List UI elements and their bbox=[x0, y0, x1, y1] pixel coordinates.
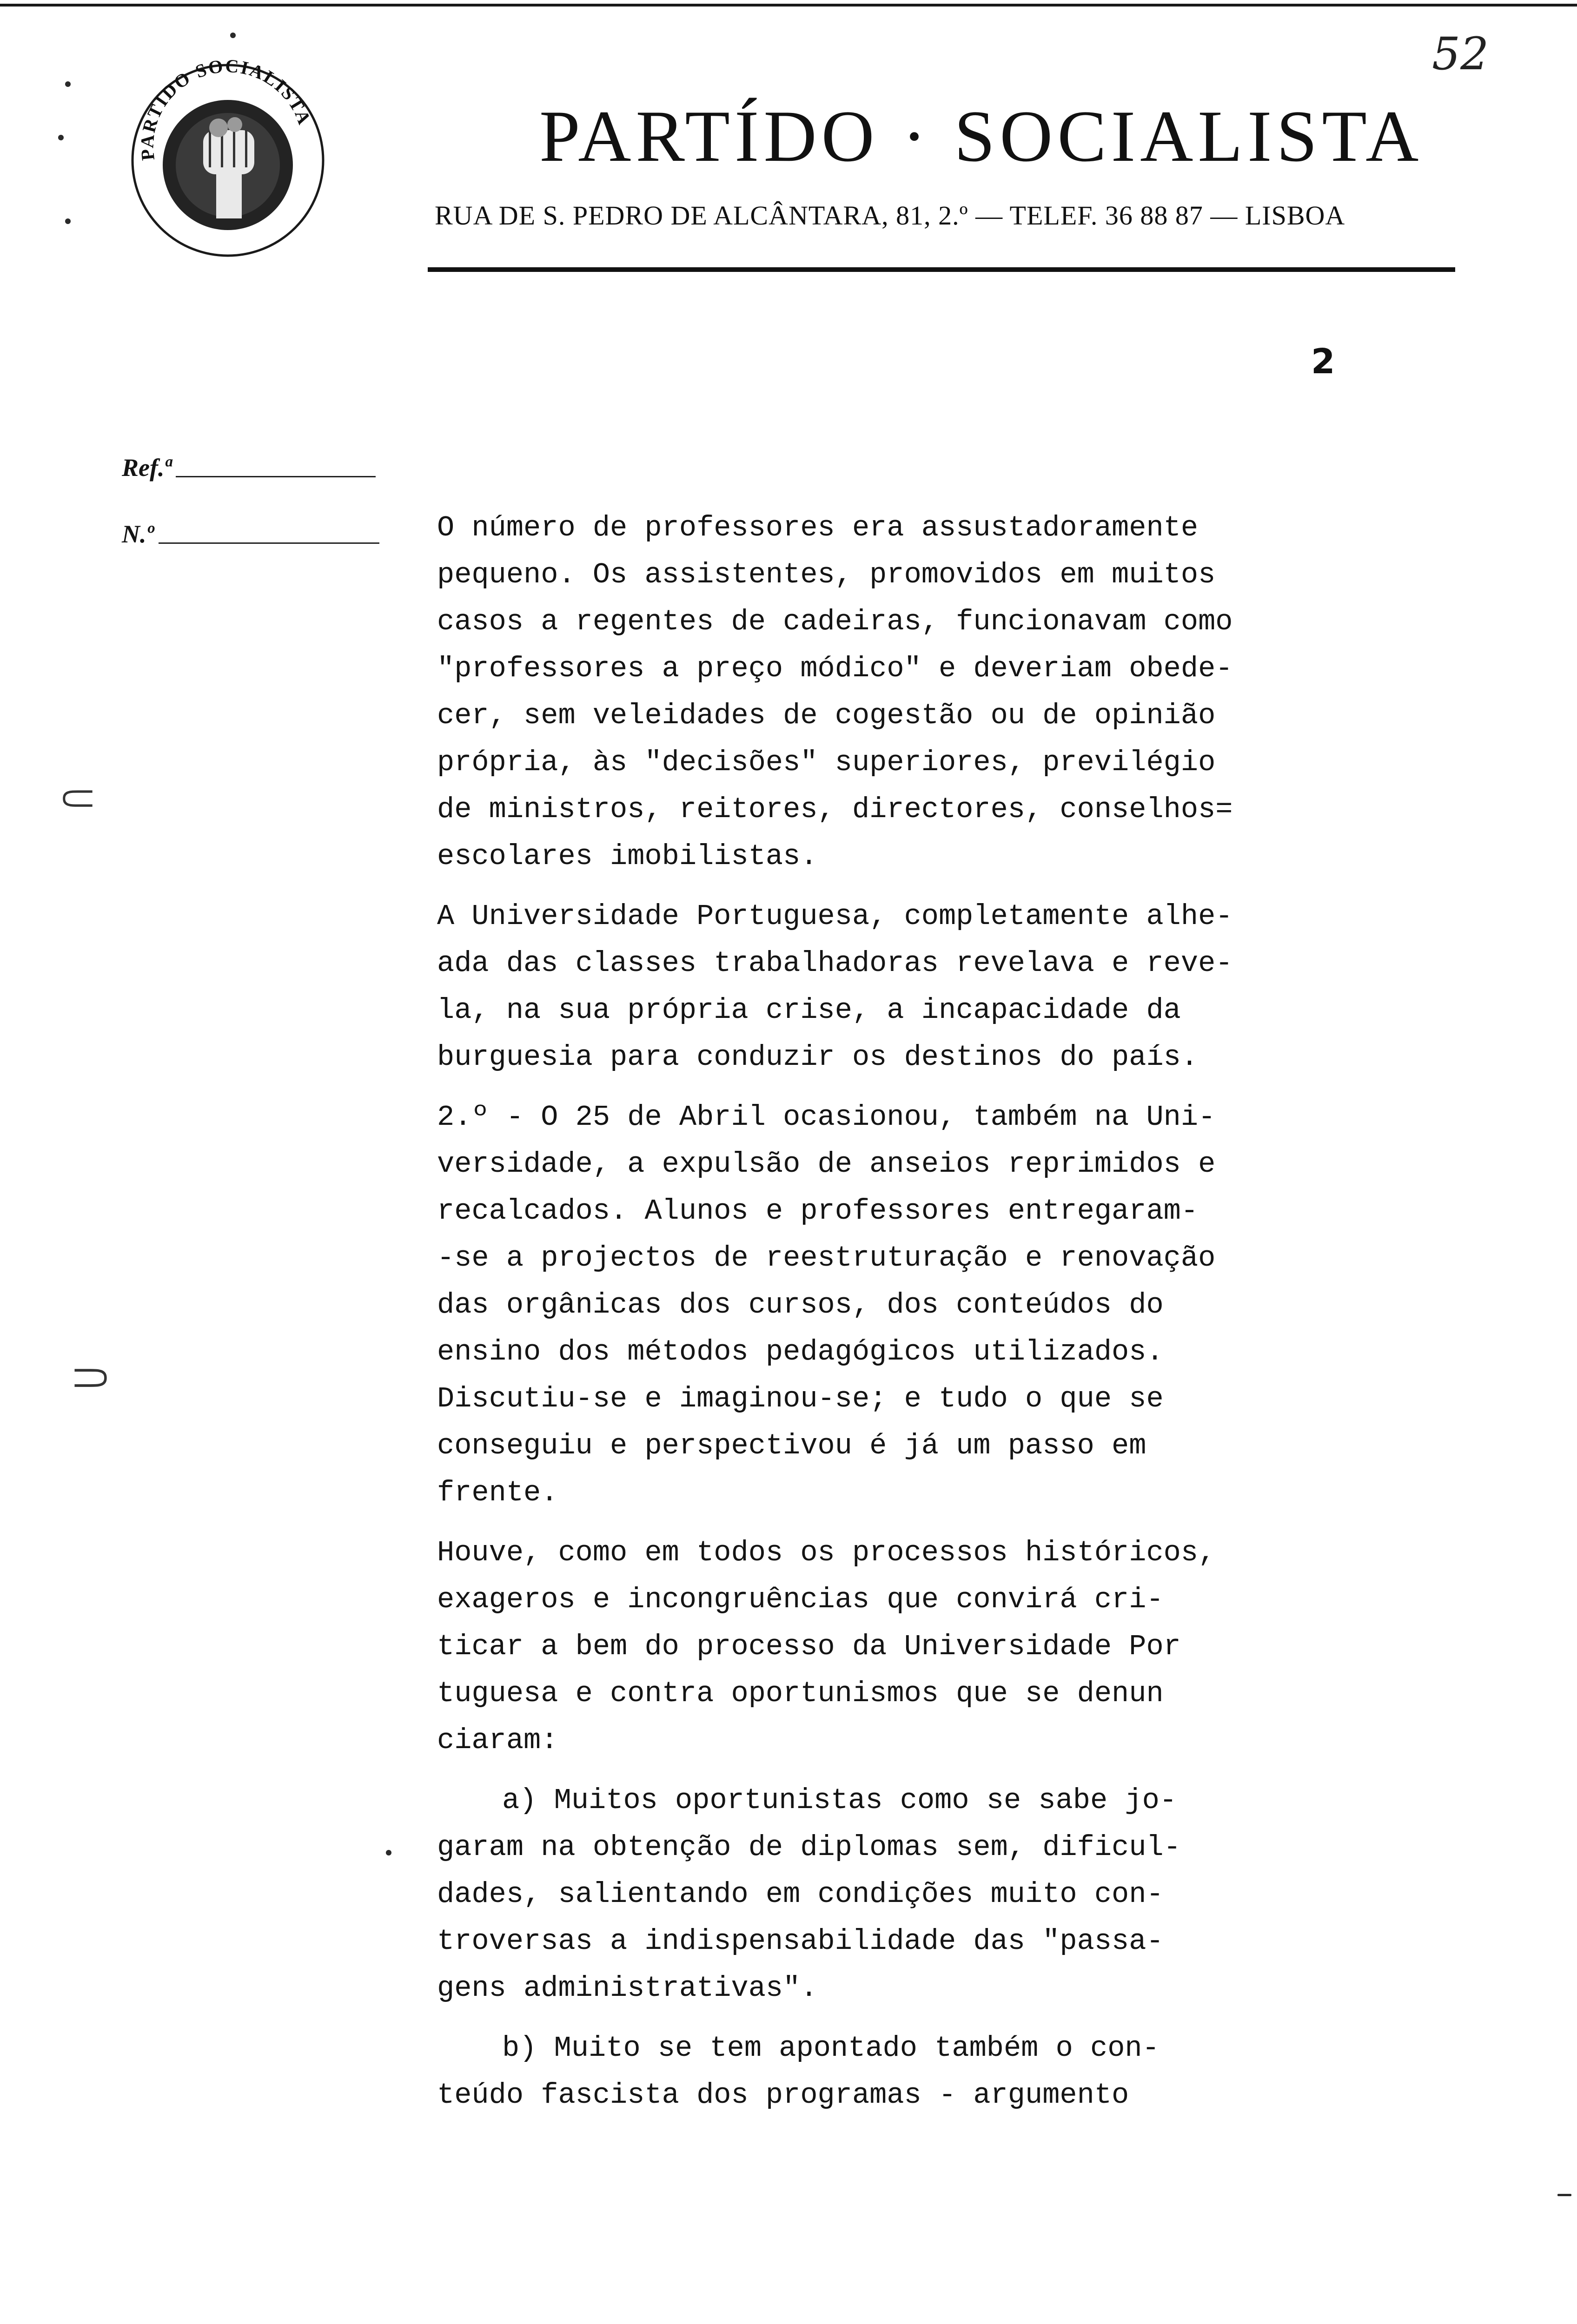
text-line: de ministros, reitores, directores, conselhos= bbox=[437, 793, 1233, 826]
text-line: escolares imobilistas. bbox=[437, 840, 818, 873]
number-blank-line bbox=[159, 542, 379, 544]
number-field bbox=[122, 520, 379, 548]
text-line: dades, salientando em condições muito con- bbox=[437, 1878, 1164, 1911]
text-line: a) Muitos oportunistas como se sabe jo- bbox=[502, 1784, 1177, 1817]
speck bbox=[386, 1850, 391, 1855]
text-line: exageros e incongruências que convirá cri- bbox=[437, 1583, 1164, 1616]
text-line: troversas a indispensabilidade das "passa- bbox=[437, 1925, 1164, 1958]
text-line: tuguesa e contra oportunismos que se denun bbox=[437, 1677, 1164, 1710]
text-line: la, na sua própria crise, a incapacidade da bbox=[437, 994, 1181, 1027]
handwritten-archive-number: 52 bbox=[1432, 28, 1489, 80]
punch-hole-mark-lower: ⸧ bbox=[63, 1347, 119, 1411]
list-item bbox=[437, 1777, 1348, 2012]
text-line: "professores a preço módico" e deveriam obede- bbox=[437, 652, 1233, 685]
text-line: frente. bbox=[437, 1476, 558, 1509]
page-number: 2 bbox=[1311, 342, 1335, 382]
speck bbox=[1557, 2194, 1571, 2196]
speck bbox=[65, 218, 71, 224]
text-line: ciaram: bbox=[437, 1724, 558, 1757]
text-line: garam na obtenção de diplomas sem, dificul- bbox=[437, 1831, 1181, 1864]
logo-lettering: PARTIDO SOCIALISTA bbox=[136, 56, 316, 162]
ref-label: Ref.ª bbox=[122, 454, 171, 482]
speck bbox=[230, 33, 236, 38]
text-line: O número de professores era assustadoramente bbox=[437, 511, 1199, 544]
letterhead-title: PARTÍDO · SOCIALISTA bbox=[539, 96, 1424, 177]
text-line: ada das classes trabalhadoras revelava e reve- bbox=[437, 947, 1233, 980]
text-line: própria, às "decisões" superiores, previlégio bbox=[437, 746, 1216, 779]
letterhead-rule bbox=[428, 267, 1455, 272]
text-line: Discutiu-se e imaginou-se; e tudo o que se bbox=[437, 1382, 1164, 1415]
speck bbox=[65, 81, 71, 87]
text-line: pequeno. Os assistentes, promovidos em muitos bbox=[437, 558, 1216, 591]
ref-field bbox=[122, 453, 376, 482]
punch-hole-mark-upper: ⸦ bbox=[52, 769, 103, 829]
text-line: ticar a bem do processo da Universidade Por bbox=[437, 1630, 1181, 1663]
text-line: -se a projectos de reestruturação e renovação bbox=[437, 1241, 1216, 1274]
speck bbox=[58, 135, 64, 140]
ref-blank-line bbox=[176, 476, 376, 477]
list-item bbox=[437, 2025, 1348, 2119]
text-line: das orgânicas dos cursos, dos conteúdos do bbox=[437, 1288, 1164, 1321]
text-line: b) Muito se tem apontado também o con- bbox=[502, 2032, 1160, 2065]
text-line: burguesia para conduzir os destinos do país. bbox=[437, 1041, 1199, 1074]
text-line: cer, sem veleidades de cogestão ou de opinião bbox=[437, 699, 1216, 732]
text-line: conseguiu e perspectivou é já um passo em bbox=[437, 1429, 1146, 1462]
paragraph bbox=[437, 893, 1348, 1081]
letterhead-address: RUA DE S. PEDRO DE ALCÂNTARA, 81, 2.º — TELEF. 36 88 87 — LISBOA bbox=[435, 200, 1345, 231]
text-line: recalcados. Alunos e professores entregaram- bbox=[437, 1195, 1199, 1228]
text-line: 2.º - O 25 de Abril ocasionou, também na Uni- bbox=[437, 1101, 1216, 1134]
text-line: casos a regentes de cadeiras, funcionavam como bbox=[437, 605, 1233, 638]
paragraph bbox=[437, 1094, 1348, 1516]
text-line: Houve, como em todos os processos históricos, bbox=[437, 1536, 1216, 1569]
letter-body bbox=[437, 504, 1348, 2132]
text-line: ensino dos métodos pedagógicos utilizados. bbox=[437, 1335, 1164, 1368]
number-label: N.º bbox=[122, 520, 154, 548]
text-line: gens administrativas". bbox=[437, 1972, 818, 2005]
text-line: versidade, a expulsão de anseios reprimidos e bbox=[437, 1148, 1216, 1181]
text-line: teúdo fascista dos programas - argumento bbox=[437, 2079, 1129, 2112]
text-line: A Universidade Portuguesa, completamente alhe- bbox=[437, 900, 1233, 933]
party-logo bbox=[123, 56, 332, 265]
top-edge-rule bbox=[0, 4, 1577, 7]
paragraph bbox=[437, 504, 1348, 880]
paragraph bbox=[437, 1529, 1348, 1764]
